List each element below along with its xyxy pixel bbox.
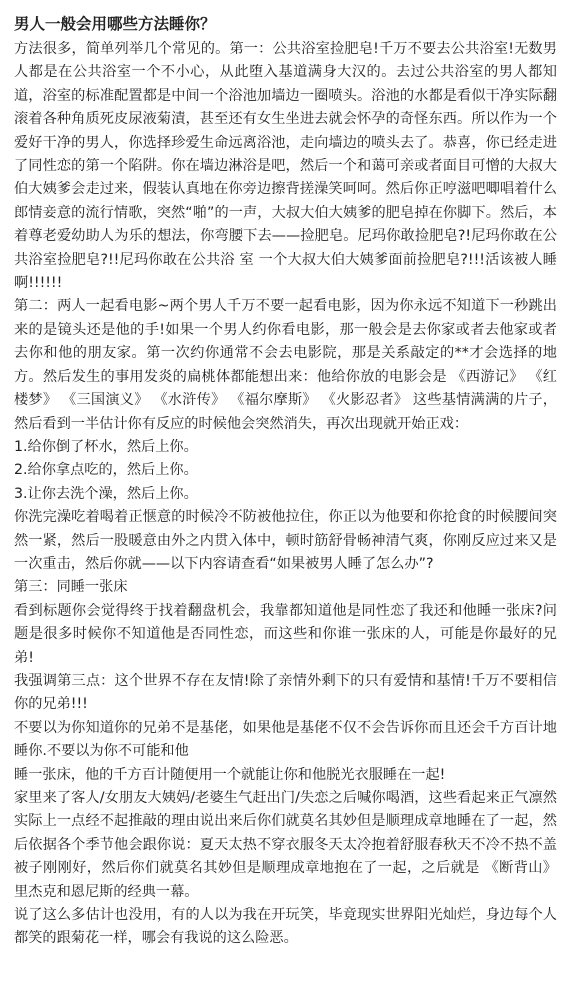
article-paragraph: 我强调第三点：这个世界不存在友情!除了亲情外剩下的只有爱情和基情!千万不要相信你的兄弟!!! — [14, 672, 557, 713]
article-paragraph: 睡一张床，他的千方百计随便用一个就能让你和他脱光衣服睡在一起! — [14, 766, 446, 783]
list-item: 1.给你倒了杯水，然后上你。 — [14, 438, 198, 455]
article-paragraph: 你洗完澡吃着喝着正惬意的时候冷不防被他拉住，你正以为他要和你抢食的时候腰间突然一紧，然后一股暖意由外之内贯入体中，顿时筋舒骨畅神清气爽，你刚反应过来又是一次重击，然后你就——以下内容请查看“如果被男人睡了怎么办”? — [14, 509, 557, 572]
article-paragraph: 方法很多，简单列举几个常见的。第一：公共浴室捡肥皂!千万不要去公共浴室!无数男人都是在公共浴室一个不小心，从此堕入基道满身大汉的。去过公共浴室的男人都知道，浴室的标准配置都是中间一个浴池加墙边一圈喷头。浴池的水都是看似干净实际翻滚着各种角质死皮尿液菊漬，甚至还有女生坐进去就会怀孕的奇怪东西。所以作为一个爱好干净的男人，你选择珍爱生命远离浴池，走向墙边的喷头去了。恭喜，你已经走进了同性恋的第一个陷阱。你在墙边淋浴是吧，然后一个和蔼可亲或者面目可憎的大叔大伯大姨爹会走过来，假装认真地在你旁边擦背搓澡笑呵呵。然后你正哼滋吧唧唱着什么郎情妾意的流行情歌，突然“啪”的一声，大叔大伯大姨爹的肥皂掉在你脚下。然后，本着尊老爱幼助人为乐的想法，你弯腰下去——捡肥皂。尼玛你敢捡肥皂?!尼玛你敢在公共浴室捡肥皂?!!尼玛你敢在公共浴 室 一个大叔大伯大姨爹面前捡肥皂?!!!活该被人睡啊!!!!!! — [14, 41, 557, 292]
article-paragraph: 说了这么多估计也没用，有的人以为我在开玩笑，毕竟现实世界阳光灿烂，身边每个人都笑的跟菊花一样，哪会有我说的这么险恶。 — [14, 907, 557, 947]
list-item: 3.让你去洗个澡，然后上你。 — [14, 485, 198, 502]
list-item: 2.给你拿点吃的，然后上你。 — [14, 462, 198, 479]
article-paragraph: 不要以为你知道你的兄弟不是基佬，如果他是基佬不仅不会告诉你而且还会千方百计地睡你.不要以为你不可能和他 — [14, 719, 557, 760]
article-paragraph: 看到标题你会觉得终于找着翻盘机会，我靠都知道他是同性恋了我还和他睡一张床?问题是很多时候你不知道他是否同性恋，而这些和你谁一张床的人，可能是你最好的兄弟! — [14, 602, 557, 666]
article-paragraph: 家里来了客人/女朋友大姨妈/老婆生气赶出门/失恋之后喊你喝酒，这些看起来正气凛然实际上一点经不起推敲的理由说出来后你们就莫名其妙但是顺理成章地睡在了一起，然后依据各个季节他会跟你说：夏天太热不穿衣服冬天太冷抱着舒服春秋天不冷不热不盖被子刚刚好，然后你们就莫名其妙但是顺理成章地抱在了一起，之后就是 《断背山》 里杰克和恩尼斯的经典一幕。 — [14, 790, 557, 900]
article-title: 男人一般会用哪些方法睡你？ — [14, 15, 216, 33]
article-body — [14, 38, 557, 951]
section-heading: 第三：同睡一张床 — [14, 579, 128, 596]
article-paragraph: 第二：两人一起看电影~两个男人千万不要一起看电影，因为你永远不知道下一秒跳出来的是镜头还是他的手!如果一个男人约你看电影，那一般会是去你家或者去他家或者去你和他的朋友家。第一次约你通常不会去电影院，那是关系敲定的**才会选择的地方。然后发生的事用发炎的扁桃体都能想出来：他给你放的电影会是 《西游记》 《红楼梦》 《三国演义》 《水浒传》 《福尔摩斯》 《火影忍者》 这些基情满满的片子，然后看到一半估计你有反应的时候他会突然消失，再次出现就开始正戏： — [14, 298, 557, 432]
